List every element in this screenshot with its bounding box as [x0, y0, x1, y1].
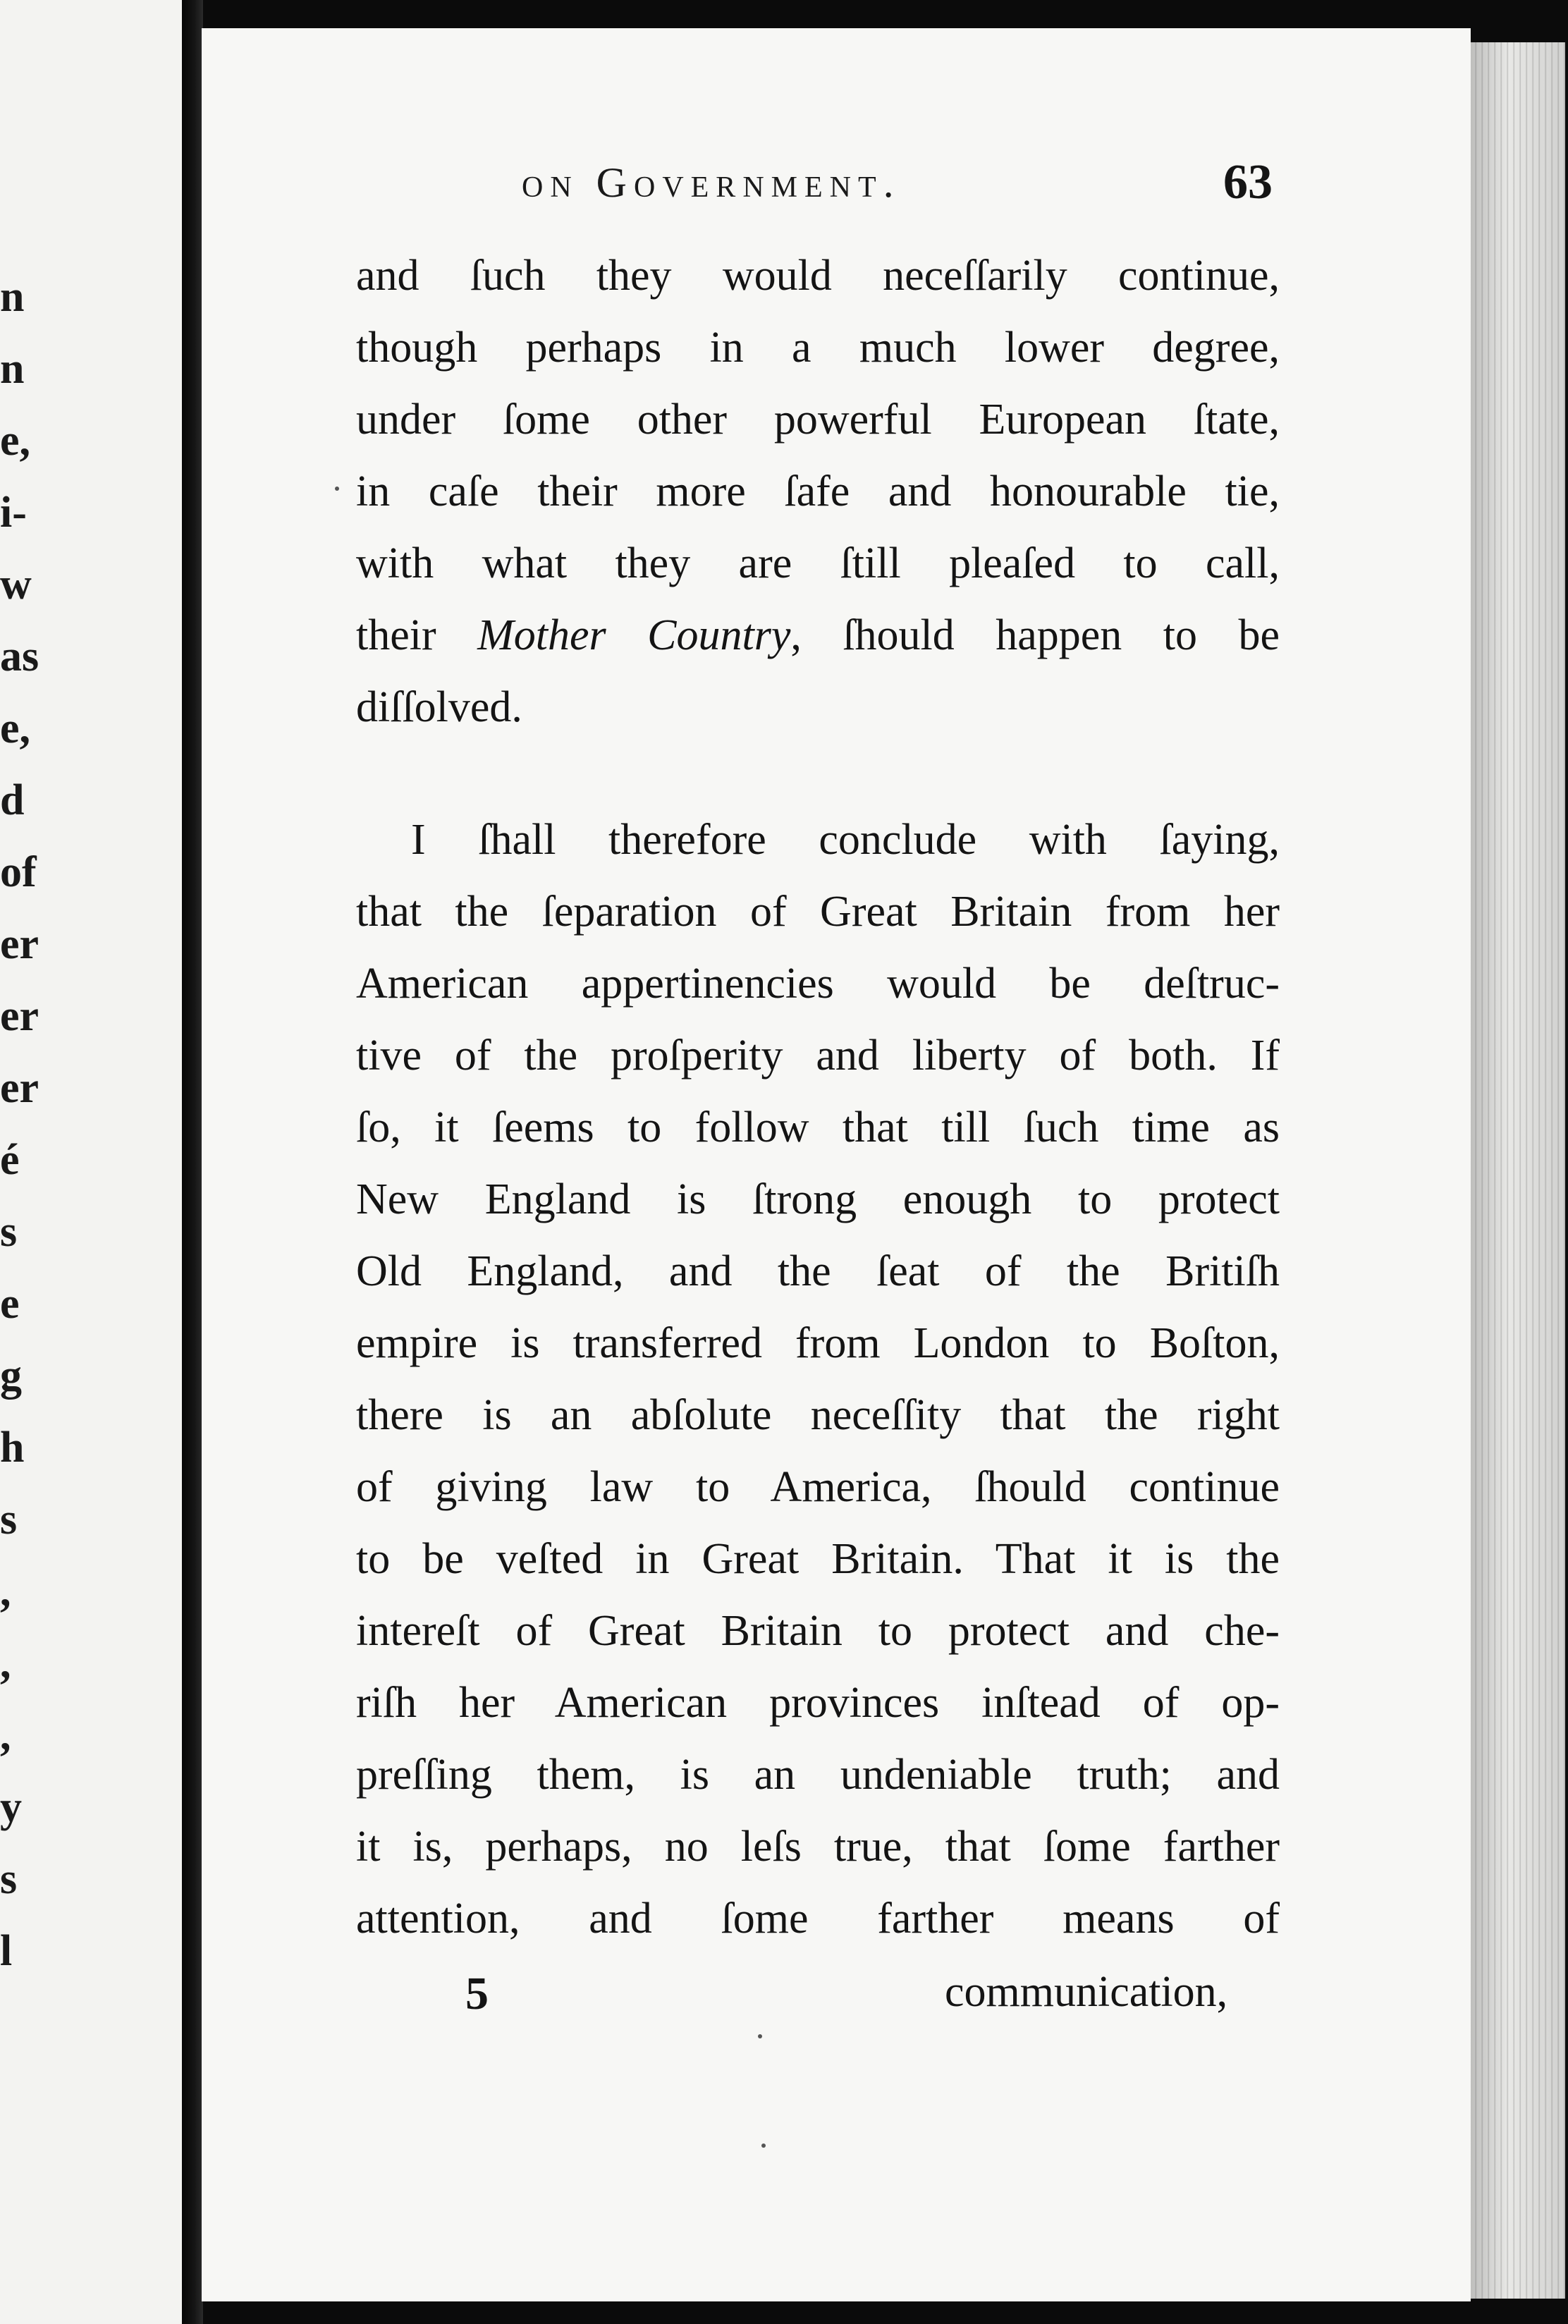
book-gutter [182, 0, 203, 2324]
facing-page-fragment: n [0, 345, 25, 393]
facing-page-fragment: s [0, 1496, 18, 1543]
text-line: American appertinencies would be deſtruc- [356, 960, 1280, 1008]
facing-page-fragment: , [0, 1639, 11, 1687]
facing-page-fragment: e [0, 1280, 20, 1328]
facing-page-fragment: w [0, 561, 32, 608]
facing-page-fragment: é [0, 1136, 20, 1184]
paper-speck [761, 2143, 766, 2148]
text-line: empire is transferred from London to Boſton, [356, 1319, 1280, 1367]
text-line: preſſing them, is an undeniable truth; and [356, 1751, 1280, 1799]
facing-page-fragment: er [0, 1064, 39, 1112]
text-line: their Mother Country, ſhould happen to be [356, 611, 1280, 659]
text-line: though perhaps in a much lower degree, [356, 324, 1280, 372]
facing-page-fragment: s [0, 1208, 18, 1256]
signature-mark: 5 [465, 1968, 489, 2019]
text-line: in caſe their more ſafe and honourable tie, [356, 467, 1280, 515]
text-line: and ſuch they would neceſſarily continue, [356, 252, 1280, 300]
facing-page-fragment: , [0, 1711, 11, 1759]
facing-page-fragment: e, [0, 417, 31, 465]
facing-page-fragment: g [0, 1352, 22, 1400]
text-line: of giving law to America, ſhould continue [356, 1463, 1280, 1511]
paragraph-1 [356, 240, 1280, 743]
text-line: riſh her American provinces inſtead of op- [356, 1679, 1280, 1727]
facing-page-fragment: i- [0, 489, 27, 537]
paper-speck [335, 487, 339, 491]
text-line: attention, and ſome farther means of [356, 1895, 1280, 1943]
running-head: on Government. [522, 159, 901, 206]
facing-page-fragment: er [0, 992, 39, 1040]
facing-page-fragment: as [0, 632, 39, 680]
paragraph-2 [356, 804, 1280, 1955]
facing-page-fragment: y [0, 1783, 22, 1831]
catchword: communication, [945, 1968, 1228, 2016]
facing-page-fragment: h [0, 1424, 25, 1472]
facing-page-fragment: e, [0, 704, 31, 752]
text-line: there is an abſolute neceſſity that the right [356, 1391, 1280, 1439]
facing-page-fragment: s [0, 1855, 18, 1903]
facing-page-fragment: l [0, 1927, 13, 1975]
facing-page-fragment: of [0, 848, 37, 896]
text-line: ſo, it ſeems to follow that till ſuch time as [356, 1103, 1280, 1151]
facing-page-text [0, 0, 182, 2324]
italic-phrase: Mother Country [477, 611, 791, 659]
paper-speck [758, 2034, 762, 2038]
page-header [522, 155, 1273, 215]
text-line: under ſome other powerful European ſtate, [356, 396, 1280, 444]
facing-page-fragment: d [0, 776, 25, 824]
text-line: that the ſeparation of Great Britain from her [356, 888, 1280, 936]
facing-page [0, 0, 182, 2324]
text-line: diſſolved. [356, 683, 522, 731]
text-line: intereſt of Great Britain to protect and che- [356, 1607, 1280, 1655]
page-number: 63 [1223, 155, 1273, 209]
text-line: New England is ſtrong enough to protect [356, 1175, 1280, 1223]
text-line: Old England, and the ſeat of the Britiſh [356, 1247, 1280, 1295]
page-edges-shade [1471, 42, 1565, 2299]
facing-page-fragment: n [0, 273, 25, 321]
text-line: it is, perhaps, no leſs true, that ſome farther [356, 1823, 1280, 1871]
text-line: with what they are ſtill pleaſed to call, [356, 539, 1280, 587]
text-line: tive of the proſperity and liberty of both. If [356, 1032, 1280, 1080]
facing-page-fragment: er [0, 920, 39, 968]
text-line: I ſhall therefore conclude with ſaying, [411, 816, 1280, 864]
text-line: to be veſted in Great Britain. That it is the [356, 1535, 1280, 1583]
facing-page-fragment: , [0, 1567, 11, 1615]
